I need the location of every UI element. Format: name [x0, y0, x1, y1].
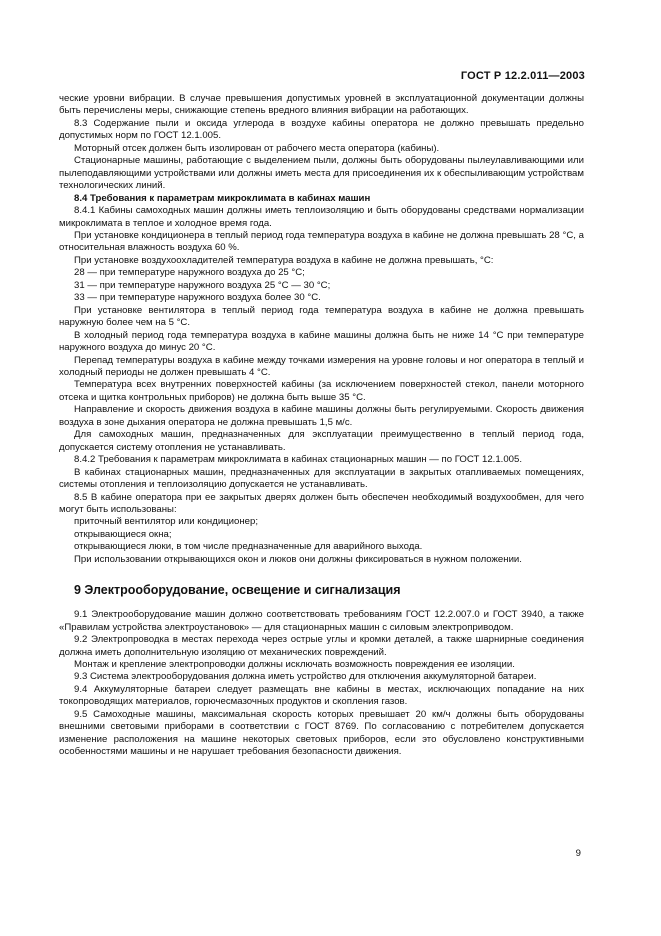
paragraph-mounting: Монтаж и крепление электропроводки должны исключать возможность повреждения ее изоляции.: [74, 659, 515, 671]
paragraph-9-4: 9.4 Аккумуляторные батареи следует размещать вне кабины в местах, исключающих попадание на них токопроводящих материалов, горючесмазочных продуктов и скопления газов.: [59, 683, 584, 708]
paragraph-surfaces: Температура всех внутренних поверхностей кабины (за исключением поверхностей стекол, панели моторного отсека и щитка контрольных приборов) не должна быть выше 35 °С.: [59, 379, 584, 403]
page-number: 9: [575, 848, 581, 859]
paragraph-temp-drop: Перепад температуры воздуха в кабине между точками измерения на уровне головы и ног оператора в теплый и холодный периоды не должен превышать 4 °С.: [59, 354, 584, 378]
paragraph-8-4-2: 8.4.2 Требования к параметрам микроклимата в кабинах стационарных машин — по ГОСТ 12.1.005.: [74, 454, 523, 466]
paragraph-motor: Моторный отсек должен быть изолирован от рабочего места оператора (кабины).: [74, 142, 440, 154]
paragraph-conditioner: При установке кондиционера в теплый период года температура воздуха в кабине не должна превышать 28 °С, а относительная влажность воздуха 60 %.: [59, 229, 584, 254]
paragraph-self-propelled: Для самоходных машин, предназначенных для эксплуатации преимущественно в теплый период года, допускается систему отопления не устанавливать.: [59, 429, 584, 453]
paragraph-stationary: Стационарные машины, работающие с выделением пыли, должны быть оборудованы пылеулавливающими или пылеподавляющими устройствами или должны иметь места для присоединения их к обеспыливающим устройствам технологических линий.: [59, 155, 584, 192]
paragraph-8-4-1: 8.4.1 Кабины самоходных машин должны иметь теплоизоляцию и быть оборудованы средствами нормализации микроклимата в теплое и холодное время года.: [59, 205, 584, 229]
paragraph-8-3: 8.3 Содержание пыли и оксида углерода в воздухе кабины оператора не должно превышать предельно допустимых норм по ГОСТ 12.1.005.: [59, 117, 584, 142]
paragraph-air-cooler: При установке воздухоохладителей температура воздуха в кабине не должна превышать, °С:: [74, 254, 494, 266]
subheading-8-4: 8.4 Требования к параметрам микроклимата в кабинах машин: [74, 192, 371, 204]
paragraph-9-2: 9.2 Электропроводка в местах перехода через острые углы и кромки деталей, а также шарнирные соединения должна иметь дополнительную изоляцию от механических повреждений.: [59, 634, 584, 658]
page-content: [59, 93, 584, 759]
paragraph-stationary-cabins: В кабинах стационарных машин, предназначенных для эксплуатации в закрытых отапливаемых помещениях, системы отопления и теплоизоляцию допускается не устанавливать.: [59, 466, 584, 491]
paragraph-cold-period: В холодный период года температура воздуха в кабине машины должна быть не ниже 14 °С при температуре наружного воздуха до минус 20 °С.: [59, 329, 584, 354]
paragraph-fan: При установке вентилятора в теплый период года температура воздуха в кабине не должна превышать наружную более чем на 5 °С.: [59, 304, 584, 329]
paragraph-air-direction: Направление и скорость движения воздуха в кабине машины должны быть регулируемыми. Скорость движения воздуха в зоне дыхания оператора не должна превышать 1,5 м/с.: [59, 404, 584, 428]
list-item-vent-1: приточный вентилятор или кондиционер;: [74, 516, 259, 528]
paragraph-9-3: 9.3 Система электрооборудования должна иметь устройство для отключения аккумуляторной батареи.: [74, 671, 537, 683]
paragraph-9-1: 9.1 Электрооборудование машин должно соответствовать требованиям ГОСТ 12.2.007.0 и ГОСТ 3940, а также «Правилам устройства электроустановок» — для стационарных машин с силовым электроприводом.: [59, 609, 584, 633]
list-item-temp-2: 31 — при температуре наружного воздуха 25 °С — 30 °С;: [74, 279, 331, 291]
list-item-vent-3: открывающиеся люки, в том числе предназначенные для аварийного выхода.: [74, 541, 423, 553]
paragraph-8-5: 8.5 В кабине оператора при ее закрытых дверях должен быть обеспечен необходимый воздухообмен, для чего могут быть использованы:: [59, 491, 584, 515]
paragraph-9-5: 9.5 Самоходные машины, максимальная скорость которых превышает 20 км/ч должны быть оборудованы внешними световыми приборами в соответствии с ГОСТ 8769. По согласованию с потребителем допускается изменение расположения на машине некоторых световых приборов, если это обусловлено конструктивными особенностями машины и не нарушает требования безопасности движения.: [59, 708, 584, 758]
document-header: ГОСТ Р 12.2.011—2003: [460, 70, 585, 82]
section-heading-9: 9 Электрооборудование, освещение и сигнализация: [74, 583, 401, 598]
list-item-vent-2: открывающиеся окна;: [74, 528, 172, 540]
paragraph-fixing: При использовании открывающихся окон и люков они должны фиксироваться в нужном положении.: [74, 553, 522, 565]
list-item-temp-1: 28 — при температуре наружного воздуха до 25 °С;: [74, 267, 305, 279]
paragraph-continued: ческие уровни вибрации. В случае превышения допустимых уровней в эксплуатационной документации должны быть перечислены меры, снижающие степень вредного влияния вибрации на работающих.: [59, 93, 584, 117]
list-item-temp-3: 33 — при температуре наружного воздуха более 30 °С.: [74, 292, 321, 304]
